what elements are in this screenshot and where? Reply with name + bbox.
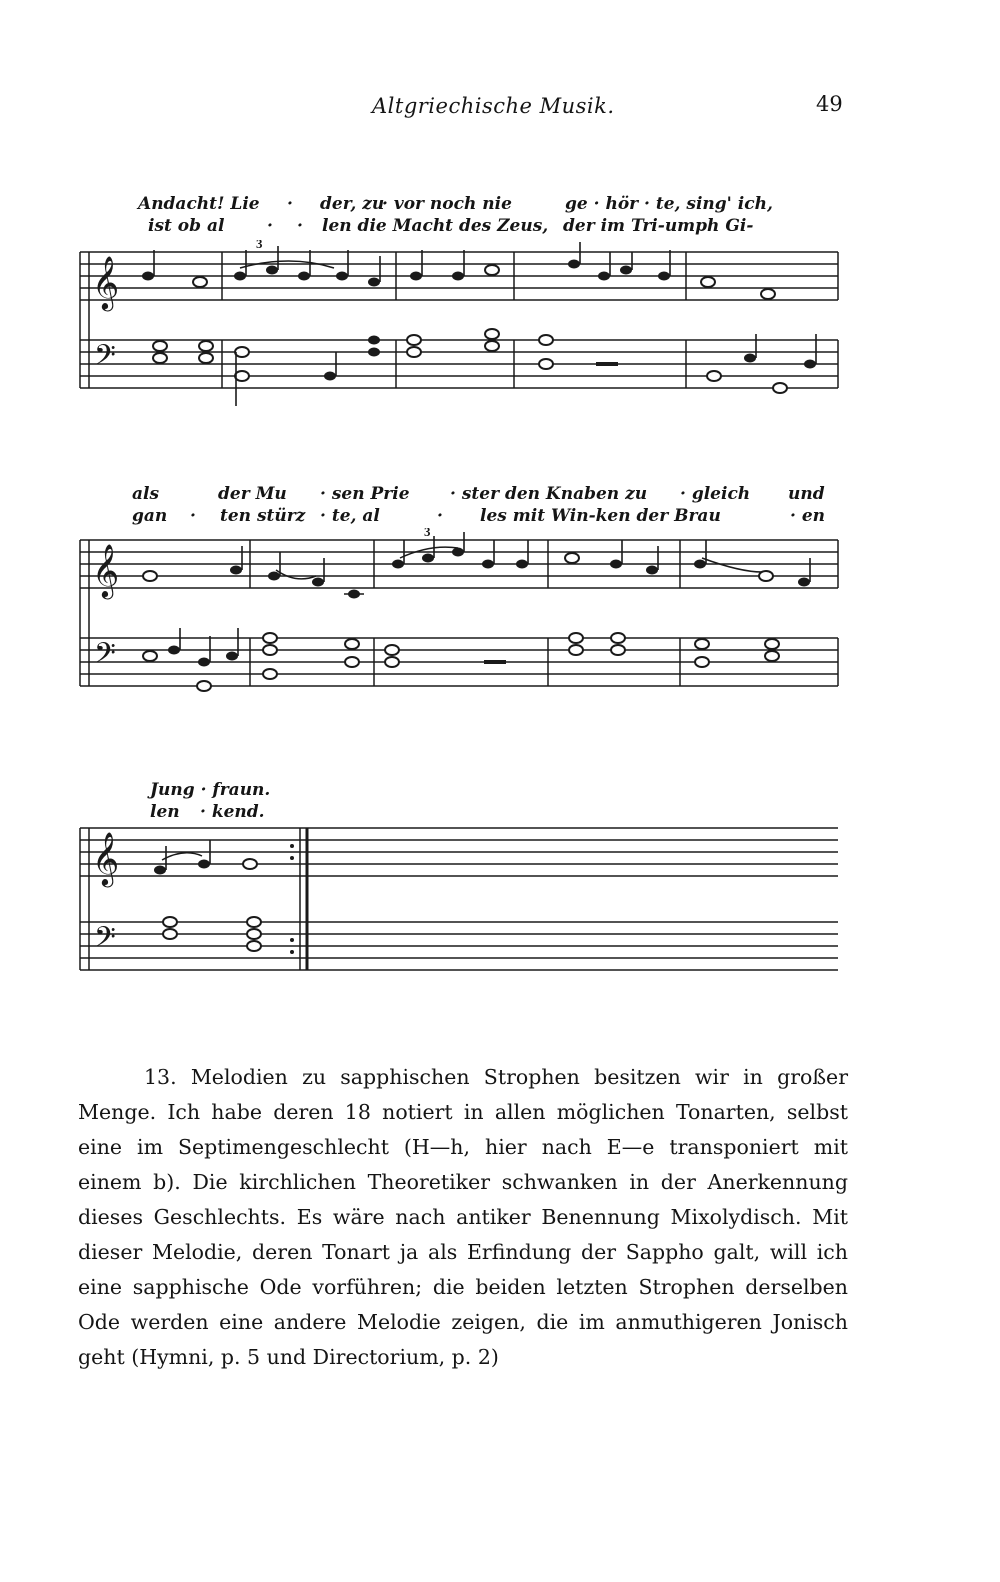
note [422, 554, 434, 563]
note [765, 651, 779, 661]
lyric-syllable: der im Tri-umph Gi- [563, 216, 754, 236]
note [407, 347, 421, 357]
lyric-syllable: ge · hör · te, sing' ich, [565, 194, 773, 214]
note [516, 560, 528, 569]
note [539, 359, 553, 369]
note [610, 560, 622, 569]
lyric-syllable: der, zu [320, 194, 385, 214]
note [336, 272, 348, 281]
note [268, 572, 280, 581]
final-repeat-barline [290, 828, 307, 970]
page-number: 49 [816, 92, 843, 116]
lyric-syllable: ist ob al [148, 216, 225, 236]
note [798, 578, 810, 587]
note [263, 645, 277, 655]
lyric-syllable: · en [790, 506, 826, 526]
note [482, 560, 494, 569]
lyric-syllable: · ster den Knaben zu [450, 484, 648, 504]
triplet-mark: 3 [424, 528, 431, 539]
note [230, 566, 242, 575]
note [385, 645, 399, 655]
lyric-syllable: · kend. [200, 802, 265, 822]
note [485, 265, 499, 275]
note [143, 651, 157, 661]
system2-verse2-lyrics [0, 506, 1000, 528]
slur [702, 558, 762, 572]
lyric-syllable: · [267, 216, 273, 236]
system3-verse1-lyrics [0, 780, 1000, 802]
score-system-3 [0, 812, 1000, 982]
triplet-mark: 3 [256, 240, 263, 251]
note [485, 329, 499, 339]
note [163, 929, 177, 939]
note [598, 272, 610, 281]
note [247, 941, 261, 951]
note [263, 669, 277, 679]
treble-clef-icon: 𝄞 [92, 255, 120, 309]
lyric-syllable: ten stürz [220, 506, 306, 526]
note [701, 277, 715, 287]
note [263, 633, 277, 643]
treble-notes [142, 242, 775, 299]
note [368, 348, 380, 357]
lyric-syllable: · vor noch nie [382, 194, 512, 214]
treble-staff [80, 828, 838, 876]
score-system-1 [0, 240, 1000, 420]
page-header [0, 92, 1000, 128]
note [368, 278, 380, 287]
note [247, 929, 261, 939]
note [199, 341, 213, 351]
lyric-syllable: Andacht! Lie [138, 194, 260, 214]
note [345, 657, 359, 667]
lyric-syllable: · gleich [680, 484, 751, 504]
note [324, 372, 336, 381]
note [199, 353, 213, 363]
note [646, 566, 658, 575]
note [695, 657, 709, 667]
lyric-syllable: les mit Win-ken der Brau [480, 506, 721, 526]
note [163, 917, 177, 927]
section-paragraph [78, 1060, 848, 1375]
treble-clef-icon: 𝄞 [92, 831, 120, 885]
barlines [222, 252, 838, 388]
note [235, 371, 249, 381]
note [694, 560, 706, 569]
note [226, 652, 238, 661]
note [569, 633, 583, 643]
note [197, 681, 211, 691]
lyric-syllable: und [788, 484, 825, 504]
note [168, 646, 180, 655]
lyric-syllable: len [150, 802, 180, 822]
lyric-syllable: · te, al [320, 506, 380, 526]
system1-verse2-lyrics [0, 216, 1000, 238]
note [658, 272, 670, 281]
bass-staff [80, 340, 838, 388]
bass-staff [80, 922, 838, 970]
note [804, 360, 816, 369]
paragraph-13: 13. Melodien zu sapphischen Strophen besitzen wir in großer Menge. Ich habe deren 18 notiert in allen möglichen Tonarten, selbst eine im Septimengeschlecht (H—h, hier nach E—e transponiert mit einem b). Die kirchlichen Theoretiker schwanken in der Anerkennung dieses Geschlechts. Es wäre nach antiker Benennung Mixolydisch. Mit dieser Melodie, deren Tonart ja als Erfindung der Sappho galt, will ich eine sapphische Ode vorführen; die beiden letzten Strophen derselben Ode werden eine andere Melodie zeigen, die im anmuthigeren Jonisch geht (Hymni, p. 5 und Directorium, p. 2) [78, 1065, 848, 1369]
note [235, 347, 249, 357]
note [266, 266, 278, 275]
note [198, 658, 210, 667]
lyric-syllable: gan [132, 506, 168, 526]
note [452, 272, 464, 281]
score-system-2 [0, 528, 1000, 718]
note [765, 639, 779, 649]
lyric-syllable: · [437, 506, 443, 526]
note [385, 657, 399, 667]
note [611, 645, 625, 655]
note [761, 289, 775, 299]
lyric-syllable: · [287, 194, 293, 214]
bass-clef-icon: 𝄢 [94, 339, 116, 379]
note [142, 272, 154, 281]
note [569, 645, 583, 655]
lyric-syllable: als [132, 484, 160, 504]
note [154, 866, 166, 875]
note [193, 277, 207, 287]
note [198, 860, 210, 869]
note [143, 571, 157, 581]
note [452, 548, 464, 557]
lyric-syllable: der Mu [218, 484, 287, 504]
note [695, 639, 709, 649]
note [243, 859, 257, 869]
bass-clef-icon: 𝄢 [94, 921, 116, 961]
bass-clef-icon: 𝄢 [94, 637, 116, 677]
note [298, 272, 310, 281]
barlines [250, 540, 838, 686]
lyric-syllable: Jung · fraun. [150, 780, 271, 800]
slur [162, 853, 202, 860]
system1-verse1-lyrics [0, 194, 1000, 216]
note [407, 335, 421, 345]
note [744, 354, 756, 363]
note [247, 917, 261, 927]
note [410, 272, 422, 281]
note [234, 272, 246, 281]
note [707, 371, 721, 381]
running-title: Altgriechische Musik. [372, 94, 615, 118]
treble-staff [80, 540, 838, 588]
system2-verse1-lyrics [0, 484, 1000, 506]
slur [276, 570, 316, 579]
note [345, 639, 359, 649]
note [368, 336, 380, 345]
note [611, 633, 625, 643]
note [392, 560, 404, 569]
note [568, 260, 580, 269]
lyric-syllable: len die Macht des Zeus, [322, 216, 549, 236]
note [485, 341, 499, 351]
lyric-syllable: · [190, 506, 196, 526]
note [565, 553, 579, 563]
bass-staff [80, 638, 838, 686]
note [539, 335, 553, 345]
note [153, 353, 167, 363]
note [312, 578, 324, 587]
lyric-syllable: · [297, 216, 303, 236]
treble-clef-icon: 𝄞 [92, 543, 120, 597]
lyric-syllable: · sen Prie [320, 484, 410, 504]
note [773, 383, 787, 393]
note [620, 266, 632, 275]
note [153, 341, 167, 351]
